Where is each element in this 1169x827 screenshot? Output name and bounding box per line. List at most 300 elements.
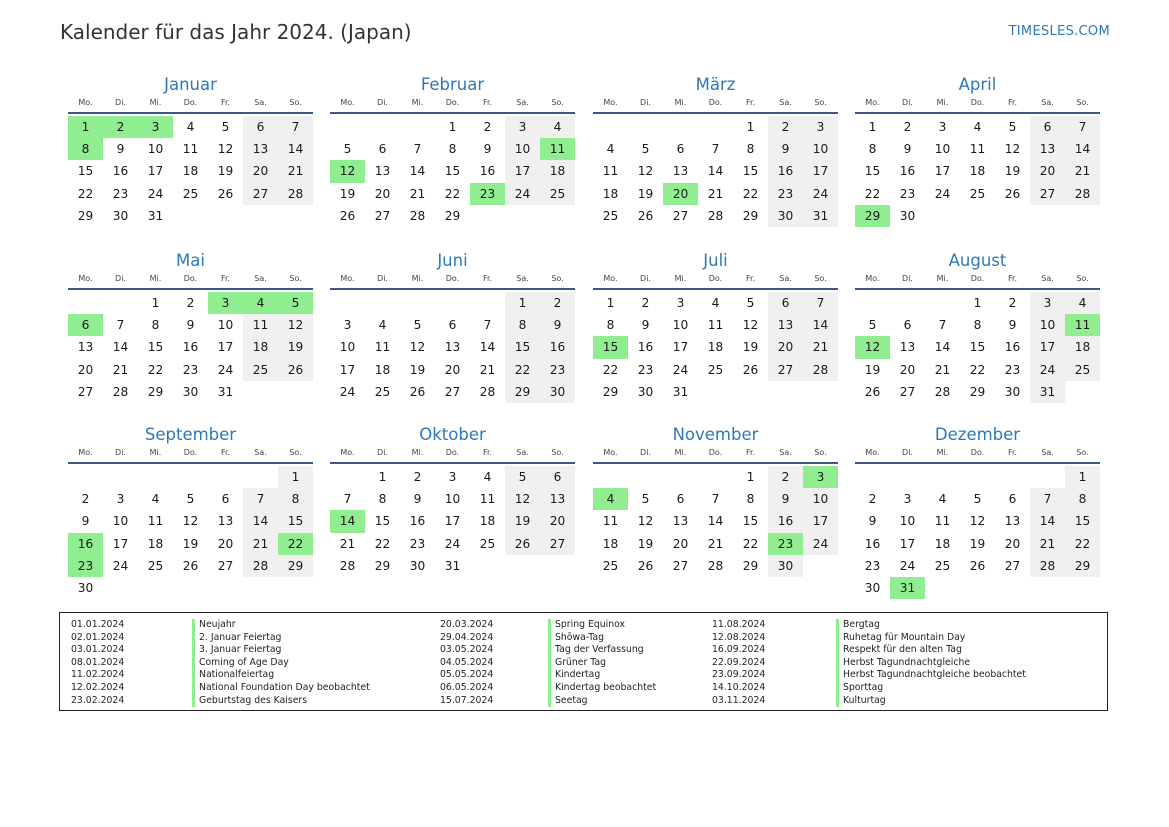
- weekday-label: So.: [814, 274, 827, 283]
- month-10: [330, 424, 575, 577]
- days-grid: [855, 116, 1100, 227]
- day-cell: 8: [868, 142, 877, 157]
- day-cell: 2: [768, 116, 803, 138]
- day-cell: 5: [221, 120, 230, 134]
- day-cell: 26: [182, 558, 199, 573]
- holiday-day-cell: 11: [540, 138, 575, 160]
- day-cell: 25: [602, 558, 619, 573]
- day-cell: 16: [182, 340, 199, 355]
- day-cell: 1: [448, 120, 457, 134]
- month-9: [68, 424, 313, 599]
- weekday-label: Di.: [640, 98, 651, 107]
- day-cell: 23: [182, 362, 199, 377]
- days-grid: [593, 116, 838, 227]
- day-cell: 20: [1004, 536, 1021, 551]
- days-grid: [68, 116, 313, 227]
- day-cell: 18: [934, 536, 951, 551]
- day-cell: 9: [413, 492, 422, 507]
- day-cell: 12: [409, 340, 426, 355]
- day-cell: 5: [186, 492, 195, 507]
- month-name: November: [672, 425, 759, 444]
- holiday-day-cell: 3: [208, 292, 243, 314]
- day-cell: 25: [540, 183, 575, 205]
- day-cell: 15: [864, 164, 881, 179]
- day-cell: 18: [374, 362, 391, 377]
- weekday-label: Fr.: [220, 448, 231, 457]
- day-cell: 22: [147, 362, 164, 377]
- day-cell: 14: [243, 510, 278, 532]
- day-cell: 17: [672, 340, 689, 355]
- day-cell: 21: [339, 536, 356, 551]
- day-cell: 9: [868, 514, 877, 529]
- day-cell: 12: [278, 314, 313, 336]
- day-cell: 8: [606, 318, 615, 333]
- day-cell: 13: [77, 340, 94, 355]
- empty-cell: [855, 466, 890, 488]
- day-cell: 1: [278, 466, 313, 488]
- day-cell: 19: [742, 340, 759, 355]
- weekday-label: Mo.: [865, 98, 880, 107]
- day-cell: 20: [540, 510, 575, 532]
- day-cell: 10: [112, 514, 129, 529]
- day-cell: 1: [746, 120, 755, 134]
- day-cell: 19: [969, 536, 986, 551]
- legend-holiday-name: Spring Equinox: [548, 619, 656, 632]
- day-cell: 8: [505, 314, 540, 336]
- days-grid: [330, 292, 575, 403]
- day-cell: 30: [768, 555, 803, 577]
- holiday-day-cell: 20: [663, 183, 698, 205]
- weekday-label: Mi.: [411, 274, 424, 283]
- day-cell: 24: [147, 186, 164, 201]
- day-cell: 15: [969, 340, 986, 355]
- day-cell: 15: [742, 514, 759, 529]
- day-cell: 9: [540, 314, 575, 336]
- legend-date: 06.05.2024: [440, 681, 494, 693]
- empty-cell: [138, 466, 173, 488]
- day-cell: 17: [505, 160, 540, 182]
- legend-date: 03.05.2024: [440, 644, 494, 656]
- day-cell: 25: [707, 362, 724, 377]
- day-cell: 2: [483, 120, 492, 134]
- weekday-label: Di.: [640, 274, 651, 283]
- weekday-label: Do.: [183, 448, 198, 457]
- empty-cell: [698, 116, 733, 138]
- day-cell: 11: [969, 142, 986, 157]
- days-grid: [593, 292, 838, 403]
- empty-cell: [68, 466, 103, 488]
- day-cell: 27: [540, 533, 575, 555]
- day-cell: 22: [444, 186, 461, 201]
- day-cell: 2: [81, 492, 90, 507]
- empty-cell: [68, 292, 103, 314]
- day-cell: 7: [711, 142, 720, 157]
- weekday-label: So.: [289, 274, 302, 283]
- weekday-label: So.: [1076, 98, 1089, 107]
- day-cell: 26: [217, 186, 234, 201]
- weekday-label: Di.: [115, 448, 126, 457]
- day-cell: 17: [934, 164, 951, 179]
- day-cell: 27: [1004, 558, 1021, 573]
- weekday-label: Mi.: [936, 448, 949, 457]
- day-cell: 10: [505, 138, 540, 160]
- legend-date: 02.01.2024: [71, 631, 125, 643]
- day-cell: 4: [711, 296, 720, 310]
- day-cell: 29: [505, 381, 540, 403]
- empty-cell: [890, 466, 925, 488]
- weekday-label: So.: [1076, 448, 1089, 457]
- day-cell: 12: [182, 514, 199, 529]
- day-cell: 21: [243, 533, 278, 555]
- day-cell: 10: [934, 142, 951, 157]
- day-cell: 26: [969, 558, 986, 573]
- weekday-label: So.: [551, 274, 564, 283]
- day-cell: 15: [278, 510, 313, 532]
- legend-names-col-2: [548, 619, 656, 707]
- day-cell: 21: [934, 362, 951, 377]
- day-cell: 12: [637, 514, 654, 529]
- day-cell: 16: [409, 514, 426, 529]
- day-cell: 19: [637, 536, 654, 551]
- day-cell: 18: [540, 160, 575, 182]
- empty-cell: [925, 466, 960, 488]
- day-cell: 24: [1030, 359, 1065, 381]
- day-cell: 6: [221, 492, 230, 507]
- day-cell: 12: [505, 488, 540, 510]
- day-cell: 8: [1065, 488, 1100, 510]
- empty-cell: [330, 292, 365, 314]
- weekday-header: [68, 446, 313, 464]
- day-cell: 6: [378, 142, 387, 157]
- day-cell: 15: [147, 340, 164, 355]
- day-cell: 28: [339, 558, 356, 573]
- day-cell: 31: [1030, 381, 1065, 403]
- day-cell: 31: [444, 558, 461, 573]
- weekday-label: Do.: [708, 274, 723, 283]
- weekday-label: Fr.: [1007, 274, 1018, 283]
- month-11: [593, 424, 838, 577]
- day-cell: 27: [77, 384, 94, 399]
- legend-holiday-name: Coming of Age Day: [192, 657, 370, 670]
- day-cell: 23: [1004, 362, 1021, 377]
- weekday-label: Sa.: [779, 448, 792, 457]
- days-grid: [593, 466, 838, 577]
- day-cell: 11: [479, 492, 496, 507]
- legend-holiday-name: National Foundation Day beobachtet: [192, 682, 370, 695]
- day-cell: 6: [903, 318, 912, 333]
- weekday-label: Do.: [970, 274, 985, 283]
- day-cell: 8: [378, 492, 387, 507]
- day-cell: 10: [1030, 314, 1065, 336]
- day-cell: 2: [1008, 296, 1017, 310]
- weekday-label: Fr.: [745, 98, 756, 107]
- empty-cell: [593, 466, 628, 488]
- weekday-header: [593, 96, 838, 114]
- day-cell: 6: [676, 492, 685, 507]
- day-cell: 30: [112, 208, 129, 223]
- holiday-day-cell: 2: [103, 116, 138, 138]
- holiday-day-cell: 6: [68, 314, 103, 336]
- day-cell: 16: [768, 160, 803, 182]
- day-cell: 7: [803, 292, 838, 314]
- legend-holiday-name: Sporttag: [836, 682, 1026, 695]
- day-cell: 6: [540, 466, 575, 488]
- weekday-label: So.: [551, 98, 564, 107]
- day-cell: 2: [903, 120, 912, 134]
- holiday-day-cell: 1: [68, 116, 103, 138]
- day-cell: 14: [278, 138, 313, 160]
- weekday-label: Sa.: [516, 274, 529, 283]
- day-cell: 28: [278, 183, 313, 205]
- empty-cell: [1030, 466, 1065, 488]
- day-cell: 23: [112, 186, 129, 201]
- day-cell: 22: [505, 359, 540, 381]
- day-cell: 21: [803, 336, 838, 358]
- legend-date: 11.08.2024: [712, 619, 766, 630]
- day-cell: 8: [151, 318, 160, 333]
- day-cell: 30: [182, 384, 199, 399]
- weekday-header: [855, 446, 1100, 464]
- day-cell: 23: [768, 183, 803, 205]
- legend-holiday-name: 2. Januar Feiertag: [192, 632, 370, 645]
- legend-dates-col-1: [71, 619, 124, 707]
- day-cell: 24: [339, 384, 356, 399]
- month-name: Juni: [437, 251, 468, 270]
- day-cell: 30: [1004, 384, 1021, 399]
- weekday-label: Fr.: [745, 274, 756, 283]
- day-cell: 4: [606, 142, 615, 157]
- day-cell: 12: [217, 142, 234, 157]
- legend-date: 15.07.2024: [440, 694, 494, 706]
- day-cell: 18: [969, 164, 986, 179]
- day-cell: 15: [374, 514, 391, 529]
- day-cell: 26: [742, 362, 759, 377]
- empty-cell: [960, 466, 995, 488]
- day-cell: 9: [81, 514, 90, 529]
- day-cell: 6: [243, 116, 278, 138]
- weekday-label: Mi.: [674, 274, 687, 283]
- day-cell: 7: [1065, 116, 1100, 138]
- page-title: Kalender für das Jahr 2024. (Japan): [60, 20, 412, 44]
- weekday-label: Mo.: [340, 274, 355, 283]
- weekday-label: Mi.: [936, 274, 949, 283]
- day-cell: 9: [903, 142, 912, 157]
- day-cell: 18: [479, 514, 496, 529]
- day-cell: 2: [868, 492, 877, 507]
- day-cell: 22: [1065, 533, 1100, 555]
- day-cell: 29: [969, 384, 986, 399]
- day-cell: 9: [186, 318, 195, 333]
- weekday-header: [330, 272, 575, 290]
- day-cell: 4: [186, 120, 195, 134]
- day-cell: 14: [479, 340, 496, 355]
- day-cell: 5: [1008, 120, 1017, 134]
- day-cell: 4: [151, 492, 160, 507]
- day-cell: 6: [676, 142, 685, 157]
- weekday-label: Mi.: [674, 448, 687, 457]
- day-cell: 12: [969, 514, 986, 529]
- month-3: [593, 74, 838, 227]
- day-cell: 28: [707, 558, 724, 573]
- weekday-header: [68, 272, 313, 290]
- day-cell: 17: [899, 536, 916, 551]
- weekday-label: Mo.: [78, 274, 93, 283]
- day-cell: 24: [505, 183, 540, 205]
- day-cell: 9: [483, 142, 492, 157]
- day-cell: 13: [1004, 514, 1021, 529]
- legend-date: 05.05.2024: [440, 669, 494, 681]
- weekday-label: Mo.: [865, 448, 880, 457]
- empty-cell: [628, 466, 663, 488]
- weekday-label: Do.: [708, 448, 723, 457]
- empty-cell: [400, 292, 435, 314]
- days-grid: [330, 116, 575, 227]
- day-cell: 9: [768, 138, 803, 160]
- day-cell: 19: [409, 362, 426, 377]
- weekday-label: Fr.: [1007, 98, 1018, 107]
- day-cell: 17: [1030, 336, 1065, 358]
- day-cell: 13: [217, 514, 234, 529]
- holiday-day-cell: 23: [470, 183, 505, 205]
- day-cell: 27: [768, 359, 803, 381]
- weekday-label: Sa.: [254, 448, 267, 457]
- empty-cell: [995, 466, 1030, 488]
- day-cell: 7: [938, 318, 947, 333]
- day-cell: 4: [483, 470, 492, 484]
- day-cell: 4: [1065, 292, 1100, 314]
- legend-holiday-name: Kulturtag: [836, 695, 1026, 708]
- day-cell: 11: [934, 514, 951, 529]
- weekday-label: Fr.: [482, 448, 493, 457]
- day-cell: 15: [505, 336, 540, 358]
- day-cell: 16: [768, 510, 803, 532]
- weekday-label: Sa.: [1041, 274, 1054, 283]
- day-cell: 15: [1065, 510, 1100, 532]
- weekday-label: Mi.: [411, 98, 424, 107]
- day-cell: 17: [147, 164, 164, 179]
- day-cell: 21: [707, 536, 724, 551]
- day-cell: 28: [243, 555, 278, 577]
- weekday-label: So.: [1076, 274, 1089, 283]
- day-cell: 7: [278, 116, 313, 138]
- legend-date: 16.09.2024: [712, 644, 766, 656]
- weekday-label: Fr.: [745, 448, 756, 457]
- legend-date: 08.01.2024: [71, 656, 125, 668]
- weekday-label: Mo.: [603, 274, 618, 283]
- legend-names-col-3: [836, 619, 1026, 707]
- day-cell: 13: [243, 138, 278, 160]
- weekday-label: Di.: [377, 274, 388, 283]
- day-cell: 28: [934, 384, 951, 399]
- day-cell: 18: [243, 336, 278, 358]
- holiday-day-cell: 16: [68, 533, 103, 555]
- day-cell: 10: [339, 340, 356, 355]
- day-cell: 5: [641, 142, 650, 157]
- day-cell: 3: [803, 116, 838, 138]
- legend-holiday-name: Bergtag: [836, 619, 1026, 632]
- holiday-day-cell: 14: [330, 510, 365, 532]
- month-name: August: [948, 251, 1007, 270]
- day-cell: 27: [243, 183, 278, 205]
- empty-cell: [103, 292, 138, 314]
- month-2: [330, 74, 575, 227]
- day-cell: 1: [378, 470, 387, 484]
- day-cell: 14: [707, 164, 724, 179]
- weekday-label: Di.: [377, 98, 388, 107]
- legend-holiday-name: Tag der Verfassung: [548, 644, 656, 657]
- day-cell: 23: [540, 359, 575, 381]
- day-cell: 1: [746, 470, 755, 484]
- weekday-label: Fr.: [220, 98, 231, 107]
- day-cell: 22: [969, 362, 986, 377]
- day-cell: 11: [602, 164, 619, 179]
- weekday-label: Sa.: [254, 274, 267, 283]
- day-cell: 14: [1030, 510, 1065, 532]
- day-cell: 28: [707, 208, 724, 223]
- day-cell: 7: [711, 492, 720, 507]
- empty-cell: [208, 466, 243, 488]
- day-cell: 13: [672, 514, 689, 529]
- day-cell: 4: [378, 318, 387, 333]
- month-5: [68, 250, 313, 403]
- day-cell: 14: [934, 340, 951, 355]
- day-cell: 29: [742, 558, 759, 573]
- day-cell: 24: [444, 536, 461, 551]
- legend-holiday-name: Herbst Tagundnachtgleiche: [836, 657, 1026, 670]
- legend-date: 01.01.2024: [71, 619, 125, 630]
- day-cell: 18: [707, 340, 724, 355]
- days-grid: [68, 292, 313, 403]
- legend-holiday-name: Neujahr: [192, 619, 370, 632]
- day-cell: 6: [768, 292, 803, 314]
- weekday-label: Mo.: [78, 448, 93, 457]
- weekday-header: [330, 96, 575, 114]
- day-cell: 20: [672, 536, 689, 551]
- day-cell: 29: [278, 555, 313, 577]
- site-brand-link[interactable]: TIMESLES.COM: [1008, 24, 1110, 39]
- day-cell: 3: [1030, 292, 1065, 314]
- weekday-header: [593, 446, 838, 464]
- month-12: [855, 424, 1100, 599]
- weekday-label: Mi.: [936, 98, 949, 107]
- legend-names-col-1: [192, 619, 370, 707]
- weekday-header: [855, 96, 1100, 114]
- day-cell: 21: [707, 186, 724, 201]
- day-cell: 15: [444, 164, 461, 179]
- day-cell: 16: [637, 340, 654, 355]
- day-cell: 19: [339, 186, 356, 201]
- day-cell: 20: [374, 186, 391, 201]
- legend-holiday-name: Shōwa-Tag: [548, 632, 656, 645]
- day-cell: 26: [278, 359, 313, 381]
- day-cell: 1: [868, 120, 877, 134]
- legend-date: 20.03.2024: [440, 619, 494, 630]
- day-cell: 29: [1065, 555, 1100, 577]
- day-cell: 10: [899, 514, 916, 529]
- empty-cell: [855, 292, 890, 314]
- weekday-label: Mo.: [603, 98, 618, 107]
- day-cell: 25: [479, 536, 496, 551]
- empty-cell: [435, 292, 470, 314]
- day-cell: 10: [803, 488, 838, 510]
- day-cell: 19: [217, 164, 234, 179]
- weekday-label: Mi.: [149, 274, 162, 283]
- day-cell: 21: [278, 160, 313, 182]
- day-cell: 31: [147, 208, 164, 223]
- day-cell: 29: [374, 558, 391, 573]
- day-cell: 8: [448, 142, 457, 157]
- day-cell: 2: [540, 292, 575, 314]
